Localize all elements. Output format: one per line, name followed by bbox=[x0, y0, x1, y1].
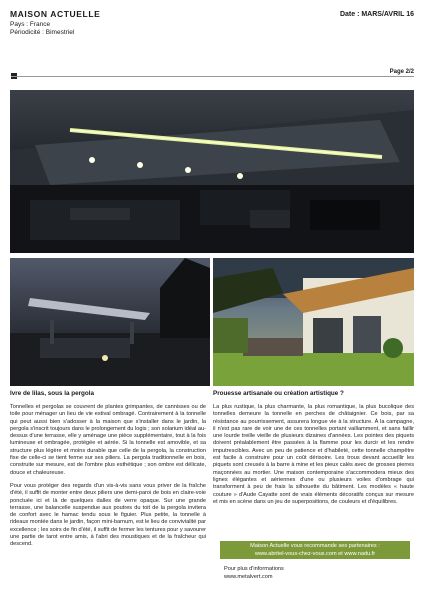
caption-right: Prouesse artisanale ou création artistique ? bbox=[213, 390, 344, 397]
caption-left: Ivre de lilas, sous la pergola bbox=[10, 390, 94, 397]
info-block bbox=[224, 566, 284, 581]
paragraph: La plus rustique, la plus charmante, la plus romantique, la plus bucolique des tonnelles demeure la tonnelle en perches de châtaignier. Ce bois, par sa résistance au pourrissement, assurera longue vie à la structure. À la campagne, il n'est pas rare de voir une de ces tonnelles portant vaillamment, et sans faillir une lourde treille vieille de plusieurs dizaines d'années. Les pointes des piquets doivent préalablement être passées à la flamme pour les durcir et les rendre imputrescibles. Avec un peu de patience et d'habileté, cette tonnelle champêtre est facile à construire pour un coût dérisoire. Les trous devant accueillir les piquets sont creusés à la barre à mine et les pieux calés avec de grosses pierres maçonnées au mortier. Une maison contemporaine s'accommodera mieux des lignes élégantes et aériennes d'une ou plusieurs voiles d'ombrage qui transforment à peu de frais la silhouette du bâtiment. Les modèles « haute couture » d'Aude Cayatte sont de vrais éléments décoratifs conçus sur mesure et mis en scène dans un jeu de superpositions, de couleurs et d'équilibres. bbox=[213, 404, 414, 505]
article-column-left bbox=[10, 404, 206, 555]
header-rule bbox=[11, 76, 414, 77]
issue-date: Date : MARS/AVRIL 16 bbox=[339, 11, 414, 18]
article-column-right bbox=[213, 404, 414, 512]
info-url[interactable]: www.metalvert.com bbox=[224, 573, 273, 580]
info-label: Pour plus d'informations bbox=[224, 566, 284, 572]
publication-name: MAISON ACTUELLE bbox=[10, 9, 101, 19]
publication-meta bbox=[10, 21, 74, 36]
paragraph: Pour vous protéger des regards d'un vis-à-vis sans vous priver de la fraîche d'été, il suffit de monter entre deux piliers une demi-paroi de bois en claire-voie ponctuée ici et là de quelques dalles de verre opaque. Sur une grande terrasse, une balancelle suspendue aux poutres du toit de la pergola invitera de confort avec le hamac tendu sous le figuier. Plus petite, la tonnelle à rideaux montée dans le jardin, façon mini-barnum, est le lieu de convivialité par excellence ; les soirs de fin d'été, il suffit de fermer les tentures pour y savourer une partie de tarot entre amis, à l'abri des moustiques et de la fraîcheur qui descend. bbox=[10, 482, 206, 548]
publication-header bbox=[10, 9, 414, 49]
partner-banner-title: Maison Actuelle vous recommande ses partenaires : bbox=[250, 543, 380, 549]
partner-links[interactable]: www.abritel-vous-chez-vous.com et www.nadu.fr bbox=[254, 551, 376, 557]
partner-banner bbox=[220, 541, 410, 559]
main-photo bbox=[10, 90, 414, 253]
page-number: Page 2/2 bbox=[389, 69, 414, 75]
country-line: Pays : France bbox=[10, 21, 51, 28]
periodicity-line: Périodicité : Bimestriel bbox=[10, 28, 75, 36]
paragraph: Tonnelles et pergolas se couvrent de plantes grimpantes, de cannisses ou de toile pour ménager un lieu de vie estival ombragé. Contrairement à la tonnelle qui peut aussi bien s'adosser à la maison que s'installer dans le jardin, la pergola s'inscrit toujours dans le prolongement du logis ; son solarium idéal au-dessus d'une terrasse, elle y aménage une pièce supplémentaire, tout à la fois lumineuse et ombragée, protégée et aérée. Si la tonnelle est amovible, et sa structure plus légère et moins durable que celle de la pergola, la construction fixe de celle-ci se tient ferme sur ses piliers. La pergola traditionnelle en bois, construite sur mesure, est de l'ombre plus esthétique ; son ombre est délicate, douce et chaleureuse. bbox=[10, 404, 206, 476]
pergola-photo bbox=[10, 258, 210, 386]
awning-photo bbox=[213, 258, 414, 386]
